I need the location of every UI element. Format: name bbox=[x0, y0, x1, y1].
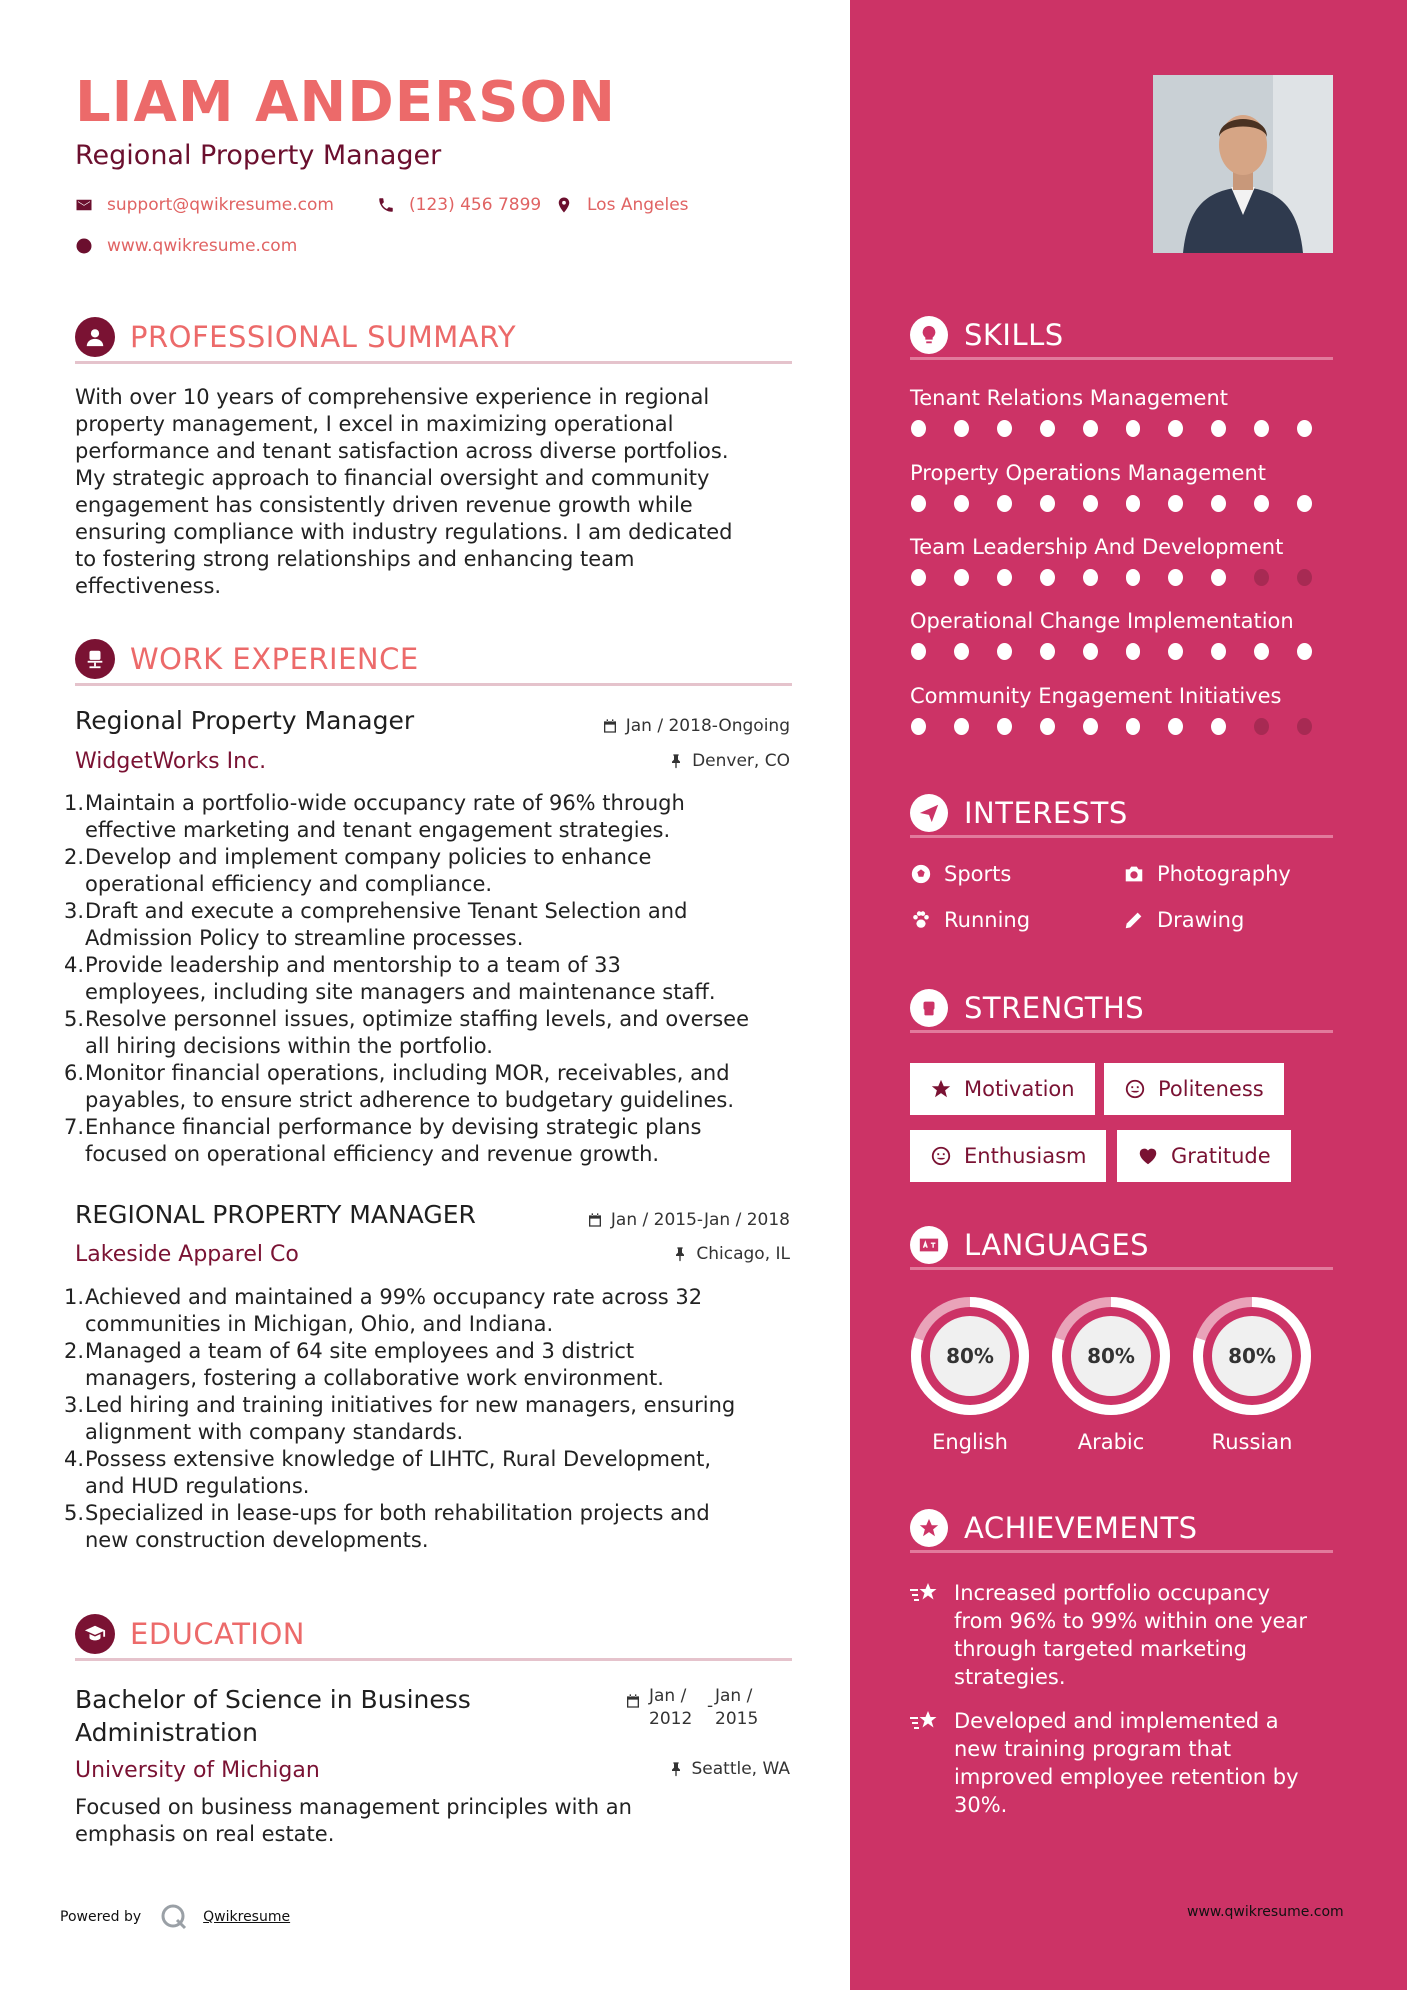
rating-dot bbox=[1297, 420, 1312, 437]
interests-heading: INTERESTS bbox=[964, 795, 1128, 830]
summary-line: property management, I excel in maximizing operational bbox=[75, 412, 674, 436]
education-heading: EDUCATION bbox=[130, 1616, 306, 1651]
rating-dot bbox=[1040, 643, 1055, 660]
job-date-text: Jan / 2015-Jan / 2018 bbox=[610, 1210, 790, 1230]
rating-dot bbox=[1126, 420, 1141, 437]
skill-row bbox=[910, 386, 1340, 437]
job-location bbox=[672, 1244, 790, 1264]
interest-item: Sports bbox=[910, 862, 1011, 886]
summary-section-header bbox=[75, 312, 792, 364]
strengths-heading: STRENGTHS bbox=[964, 990, 1145, 1025]
school-name: University of Michigan bbox=[75, 1758, 320, 1783]
candidate-title: Regional Property Manager bbox=[75, 140, 442, 171]
heart-icon bbox=[1137, 1145, 1159, 1167]
list-item: 4. Possess extensive knowledge of LIHTC, Rural Development, and HUD regulations. bbox=[64, 1447, 712, 1498]
phone-text[interactable]: (123) 456 7899 bbox=[409, 195, 542, 215]
rating-dot bbox=[1168, 495, 1183, 512]
experience-section-header bbox=[75, 634, 792, 686]
rating-dot bbox=[1254, 420, 1269, 437]
summary-line: effectiveness. bbox=[75, 574, 222, 598]
rating-dot bbox=[1126, 495, 1141, 512]
list-item: 1. Achieved and maintained a 99% occupancy rate across 32 communities in Michigan, Ohio, and Indiana. bbox=[64, 1285, 703, 1336]
achievements-section-header bbox=[910, 1505, 1333, 1553]
summary-line: to fostering strong relationships and enhancing team bbox=[75, 547, 635, 571]
rating-dot bbox=[1040, 718, 1055, 735]
rating-dot bbox=[1297, 569, 1312, 586]
education-date: Jan / 2012 - Jan / 2015 bbox=[625, 1685, 779, 1731]
rating-dot bbox=[1083, 420, 1098, 437]
skill-rating bbox=[910, 495, 1340, 512]
list-item: 2. Managed a team of 64 site employees and 3 district managers, fostering a collaborative work environment. bbox=[64, 1339, 664, 1390]
rating-dot bbox=[911, 718, 926, 735]
rating-dot bbox=[954, 643, 969, 660]
skill-row bbox=[910, 684, 1340, 735]
achievement-item: Increased portfolio occupancy from 96% to 99% within one year through targeted marketing strategies. bbox=[910, 1579, 1340, 1691]
skill-rating bbox=[910, 569, 1340, 586]
skill-row bbox=[910, 535, 1340, 586]
rating-dot bbox=[1126, 569, 1141, 586]
skill-name: Community Engagement Initiatives bbox=[910, 684, 1282, 708]
rating-dot bbox=[1254, 643, 1269, 660]
skill-name: Tenant Relations Management bbox=[910, 386, 1229, 410]
rating-dot bbox=[1083, 569, 1098, 586]
summary-line: performance and tenant satisfaction across diverse portfolios. bbox=[75, 439, 729, 463]
star-badge-icon bbox=[910, 1509, 948, 1547]
list-item: 7. Enhance financial performance by devising strategic plans focused on operational efficiency and revenue growth. bbox=[64, 1115, 702, 1166]
job-date-text: Jan / 2018-Ongoing bbox=[625, 716, 790, 736]
calendar-icon bbox=[587, 1212, 603, 1228]
location-text: Los Angeles bbox=[587, 195, 689, 215]
job-date bbox=[587, 1210, 790, 1230]
skill-row bbox=[910, 461, 1340, 512]
footer-website[interactable]: www.qwikresume.com bbox=[1187, 1904, 1344, 1920]
smile-icon bbox=[930, 1145, 952, 1167]
job-date bbox=[602, 716, 790, 736]
rating-dot bbox=[1083, 495, 1098, 512]
graduation-cap-icon bbox=[75, 1614, 115, 1654]
language-ring bbox=[1051, 1296, 1171, 1416]
rating-dot bbox=[1254, 718, 1269, 735]
email-contact[interactable] bbox=[75, 195, 334, 215]
rating-dot bbox=[954, 569, 969, 586]
qwikresume-link[interactable]: Qwikresume bbox=[203, 1909, 291, 1925]
office-chair-icon bbox=[75, 639, 115, 679]
job-bullets bbox=[64, 1284, 804, 1554]
list-item: 3. Draft and execute a comprehensive Tenant Selection and Admission Policy to streamline processes. bbox=[64, 899, 688, 950]
language-name: Arabic bbox=[1077, 1430, 1145, 1454]
rating-dot bbox=[997, 569, 1012, 586]
language-ring bbox=[1192, 1296, 1312, 1416]
language-ring bbox=[910, 1296, 1030, 1416]
list-item: 5. Specialized in lease-ups for both rehabilitation projects and new construction developments. bbox=[64, 1501, 710, 1552]
rating-dot bbox=[1297, 718, 1312, 735]
pushpin-icon bbox=[668, 753, 684, 769]
pushpin-icon bbox=[668, 1761, 684, 1777]
shooting-star-icon bbox=[910, 1709, 940, 1735]
rating-dot bbox=[1254, 495, 1269, 512]
rating-dot bbox=[911, 495, 926, 512]
list-item: 2. Develop and implement company policies to enhance operational efficiency and compliance. bbox=[64, 845, 652, 896]
smile-icon bbox=[1124, 1078, 1146, 1100]
rating-dot bbox=[1126, 718, 1141, 735]
translate-icon bbox=[910, 1226, 948, 1264]
rating-dot bbox=[954, 718, 969, 735]
paper-plane-icon bbox=[910, 794, 948, 832]
company-name: Lakeside Apparel Co bbox=[75, 1242, 299, 1267]
language-item bbox=[910, 1296, 1030, 1454]
rating-dot bbox=[1211, 643, 1226, 660]
rating-dot bbox=[1040, 495, 1055, 512]
skill-name: Team Leadership And Development bbox=[910, 535, 1284, 559]
skills-section-header bbox=[910, 312, 1333, 360]
pencil-icon bbox=[1123, 909, 1145, 931]
degree-title: Bachelor of Science in Business Administration bbox=[75, 1685, 471, 1747]
star-icon bbox=[930, 1078, 952, 1100]
skill-rating bbox=[910, 718, 1340, 735]
pushpin-icon bbox=[672, 1246, 688, 1262]
language-name: English bbox=[932, 1430, 1008, 1454]
strength-tag: Enthusiasm bbox=[910, 1130, 1106, 1182]
language-item bbox=[1051, 1296, 1171, 1454]
rating-dot bbox=[1040, 420, 1055, 437]
education-description: Focused on business management principles with an emphasis on real estate. bbox=[75, 1795, 632, 1846]
education-location: Seattle, WA bbox=[668, 1759, 791, 1779]
summary-heading: PROFESSIONAL SUMMARY bbox=[130, 319, 517, 354]
education-section-header bbox=[75, 1609, 792, 1661]
rating-dot bbox=[1083, 718, 1098, 735]
skill-name: Property Operations Management bbox=[910, 461, 1266, 485]
job-location bbox=[668, 751, 790, 771]
lightbulb-icon bbox=[910, 316, 948, 354]
summary-text bbox=[75, 384, 800, 600]
location-contact bbox=[555, 195, 689, 215]
rating-dot bbox=[1211, 420, 1226, 437]
rating-dot bbox=[1297, 495, 1312, 512]
summary-line: ensuring compliance with industry regulations. I am dedicated bbox=[75, 520, 733, 544]
rating-dot bbox=[911, 643, 926, 660]
website-text[interactable]: www.qwikresume.com bbox=[107, 236, 298, 256]
candidate-name: LIAM ANDERSON bbox=[75, 70, 616, 135]
rating-dot bbox=[1168, 569, 1183, 586]
summary-line: engagement has consistently driven revenue growth while bbox=[75, 493, 693, 517]
job-title: REGIONAL PROPERTY MANAGER bbox=[75, 1200, 476, 1229]
user-icon bbox=[75, 317, 115, 357]
fist-icon bbox=[910, 989, 948, 1027]
achievements-heading: ACHIEVEMENTS bbox=[964, 1510, 1198, 1545]
strengths-section-header bbox=[910, 985, 1333, 1033]
soccer-ball-icon bbox=[910, 863, 932, 885]
rating-dot bbox=[1254, 569, 1269, 586]
rating-dot bbox=[1040, 569, 1055, 586]
qwikresume-logo-icon bbox=[159, 1902, 189, 1932]
list-item: 4. Provide leadership and mentorship to a team of 33 employees, including site managers and maintenance staff. bbox=[64, 953, 716, 1004]
interest-item: Drawing bbox=[1123, 908, 1244, 932]
language-percent: 80% bbox=[1228, 1344, 1276, 1368]
shooting-star-icon bbox=[910, 1581, 940, 1607]
achievement-item: Developed and implemented a new training program that improved employee retention by 30%. bbox=[910, 1707, 1340, 1819]
rating-dot bbox=[1211, 495, 1226, 512]
rating-dot bbox=[1168, 420, 1183, 437]
rating-dot bbox=[954, 495, 969, 512]
summary-line: With over 10 years of comprehensive experience in regional bbox=[75, 385, 710, 409]
rating-dot bbox=[954, 420, 969, 437]
rating-dot bbox=[911, 420, 926, 437]
language-percent: 80% bbox=[946, 1344, 994, 1368]
company-name: WidgetWorks Inc. bbox=[75, 749, 267, 774]
globe-icon bbox=[75, 237, 93, 255]
languages-heading: LANGUAGES bbox=[964, 1227, 1150, 1262]
interests-section-header bbox=[910, 790, 1333, 838]
email-text[interactable]: support@qwikresume.com bbox=[107, 195, 334, 215]
skill-rating bbox=[910, 420, 1340, 437]
rating-dot bbox=[1211, 569, 1226, 586]
list-item: 5. Resolve personnel issues, optimize staffing levels, and oversee all hiring decisions within the portfolio. bbox=[64, 1007, 750, 1058]
person-portrait-icon bbox=[1153, 75, 1333, 253]
skills-heading: SKILLS bbox=[964, 317, 1064, 352]
profile-photo bbox=[1153, 75, 1333, 253]
list-item: 6. Monitor financial operations, including MOR, receivables, and payables, to ensure strict adherence to budgetary guidelines. bbox=[64, 1061, 735, 1112]
rating-dot bbox=[997, 718, 1012, 735]
calendar-icon bbox=[625, 1693, 641, 1709]
job-location-text: Chicago, IL bbox=[696, 1244, 790, 1264]
rating-dot bbox=[997, 420, 1012, 437]
summary-line: My strategic approach to financial oversight and community bbox=[75, 466, 710, 490]
rating-dot bbox=[1168, 643, 1183, 660]
powered-by: Powered by Qwikresume bbox=[60, 1902, 290, 1932]
interest-item: Photography bbox=[1123, 862, 1291, 886]
rating-dot bbox=[911, 569, 926, 586]
paw-icon bbox=[910, 909, 932, 931]
rating-dot bbox=[1297, 643, 1312, 660]
phone-contact[interactable] bbox=[377, 195, 541, 215]
job-title: Regional Property Manager bbox=[75, 706, 415, 735]
map-pin-icon bbox=[555, 196, 573, 214]
languages-section-header bbox=[910, 1222, 1333, 1270]
strength-tag: Gratitude bbox=[1117, 1130, 1291, 1182]
list-item: 1. Maintain a portfolio-wide occupancy rate of 96% through effective marketing and tenant engagement strategies. bbox=[64, 791, 685, 842]
rating-dot bbox=[1211, 718, 1226, 735]
website-contact[interactable] bbox=[75, 236, 297, 256]
job-location-text: Denver, CO bbox=[692, 751, 790, 771]
strength-tag: Politeness bbox=[1104, 1063, 1284, 1115]
calendar-icon bbox=[602, 718, 618, 734]
strength-tag: Motivation bbox=[910, 1063, 1095, 1115]
language-percent: 80% bbox=[1087, 1344, 1135, 1368]
rating-dot bbox=[1083, 643, 1098, 660]
camera-icon bbox=[1123, 863, 1145, 885]
list-item: 3. Led hiring and training initiatives for new managers, ensuring alignment with company standards. bbox=[64, 1393, 736, 1444]
rating-dot bbox=[997, 495, 1012, 512]
language-name: Russian bbox=[1211, 1430, 1293, 1454]
rating-dot bbox=[1168, 718, 1183, 735]
skill-row bbox=[910, 609, 1340, 660]
job-bullets bbox=[64, 790, 804, 1168]
skill-name: Operational Change Implementation bbox=[910, 609, 1294, 633]
rating-dot bbox=[997, 643, 1012, 660]
experience-heading: WORK EXPERIENCE bbox=[130, 641, 419, 676]
rating-dot bbox=[1126, 643, 1141, 660]
language-item bbox=[1192, 1296, 1312, 1454]
phone-icon bbox=[377, 196, 395, 214]
interest-item: Running bbox=[910, 908, 1030, 932]
skill-rating bbox=[910, 643, 1340, 660]
envelope-icon bbox=[75, 196, 93, 214]
